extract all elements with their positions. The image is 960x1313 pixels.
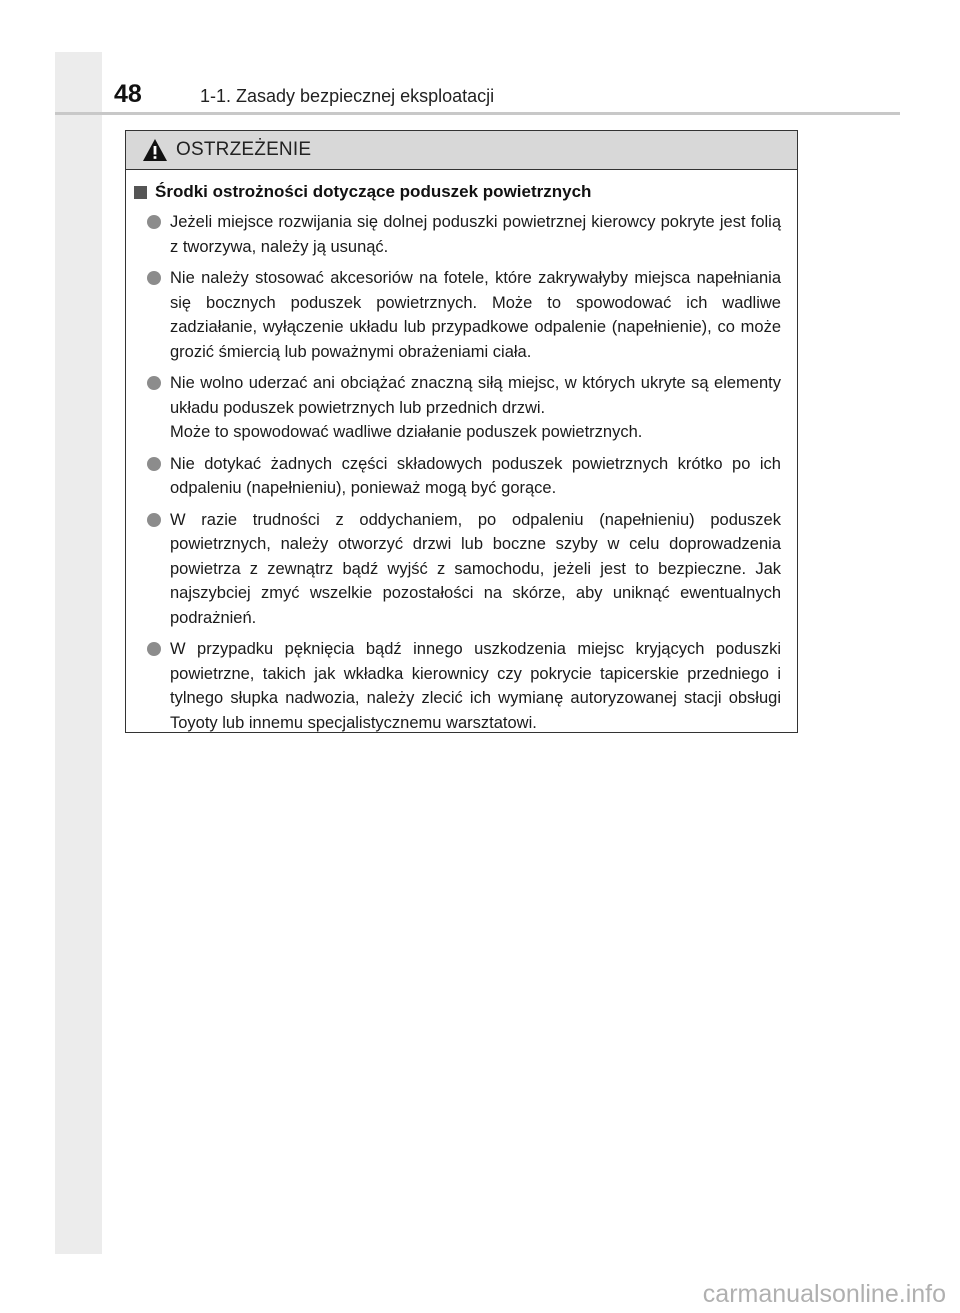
- list-item: [134, 371, 781, 445]
- list-item: [134, 452, 781, 501]
- bullet-note: Może to spowodować wadliwe działanie poduszek powietrznych.: [170, 423, 643, 441]
- bullet-text: Jeżeli miejsce rozwijania się dolnej poduszki powietrznej kierowcy pokryte jest folią z tworzywa, należy ją usunąć.: [170, 213, 781, 256]
- round-bullet-icon: [147, 642, 161, 656]
- topic-heading: [134, 182, 781, 202]
- warning-box: [125, 130, 798, 733]
- bullet-text: W razie trudności z oddychaniem, po odpaleniu (napełnieniu) poduszek powietrznych, należy otworzyć drzwi lub boczne szyby w celu doprowadzenia powietrza z zewnątrz bądź wyjść z samochodu, jeżeli jest to bezpieczne. Jak najszybciej zmyć wszelkie pozostałości na skórze, aby uniknąć ewentualnych podrażnień.: [170, 510, 781, 627]
- bullet-text-group: [170, 371, 781, 445]
- square-bullet-icon: [134, 186, 147, 199]
- header-divider: [55, 112, 900, 115]
- bullet-text: W przypadku pęknięcia bądź innego uszkodzenia miejsc kryjących poduszki powietrzne, takich jak wkładka kierownicy czy pokrycie tapicerskie przedniego i tylnego słupka nadwozia, należy zlecić ich wymianę autoryzowanej stacji obsługi Toyoty lub innemu specjalistycznemu warsztatowi.: [170, 640, 781, 732]
- bullet-text: Nie należy stosować akcesoriów na fotele, które zakrywałyby miejsca napełniania się bocznych poduszek powietrznych. Może to spowodować ich wadliwe zadziałanie, wyłączenie układu lub przypadkowe odpalenie (napełnienie), co może grozić śmiercią lub poważnymi obrażeniami ciała.: [170, 269, 781, 361]
- bullet-list: [134, 210, 781, 735]
- margin-strip: [55, 52, 102, 1254]
- list-item: [134, 508, 781, 631]
- list-item: [134, 637, 781, 735]
- bullet-text: Nie wolno uderzać ani obciążać znaczną siłą miejsc, w których ukryte są elementy układu poduszek powietrznych lub przednich drzwi.: [170, 374, 781, 417]
- warning-triangle-icon: [142, 138, 168, 162]
- warning-header: [126, 131, 797, 170]
- list-item: [134, 210, 781, 259]
- round-bullet-icon: [147, 513, 161, 527]
- watermark: carmanualsonline.info: [702, 1280, 946, 1308]
- warning-title: OSTRZEŻENIE: [176, 139, 312, 160]
- page-number: 48: [114, 80, 142, 108]
- round-bullet-icon: [147, 457, 161, 471]
- warning-body: [126, 170, 797, 735]
- section-title: 1-1. Zasady bezpiecznej eksploatacji: [200, 86, 495, 106]
- topic-title: Środki ostrożności dotyczące poduszek powietrznych: [155, 182, 592, 201]
- round-bullet-icon: [147, 376, 161, 390]
- round-bullet-icon: [147, 215, 161, 229]
- bullet-text: Nie dotykać żadnych części składowych poduszek powietrznych krótko po ich odpaleniu (napełnieniu), ponieważ mogą być gorące.: [170, 454, 781, 497]
- round-bullet-icon: [147, 271, 161, 285]
- list-item: [134, 266, 781, 364]
